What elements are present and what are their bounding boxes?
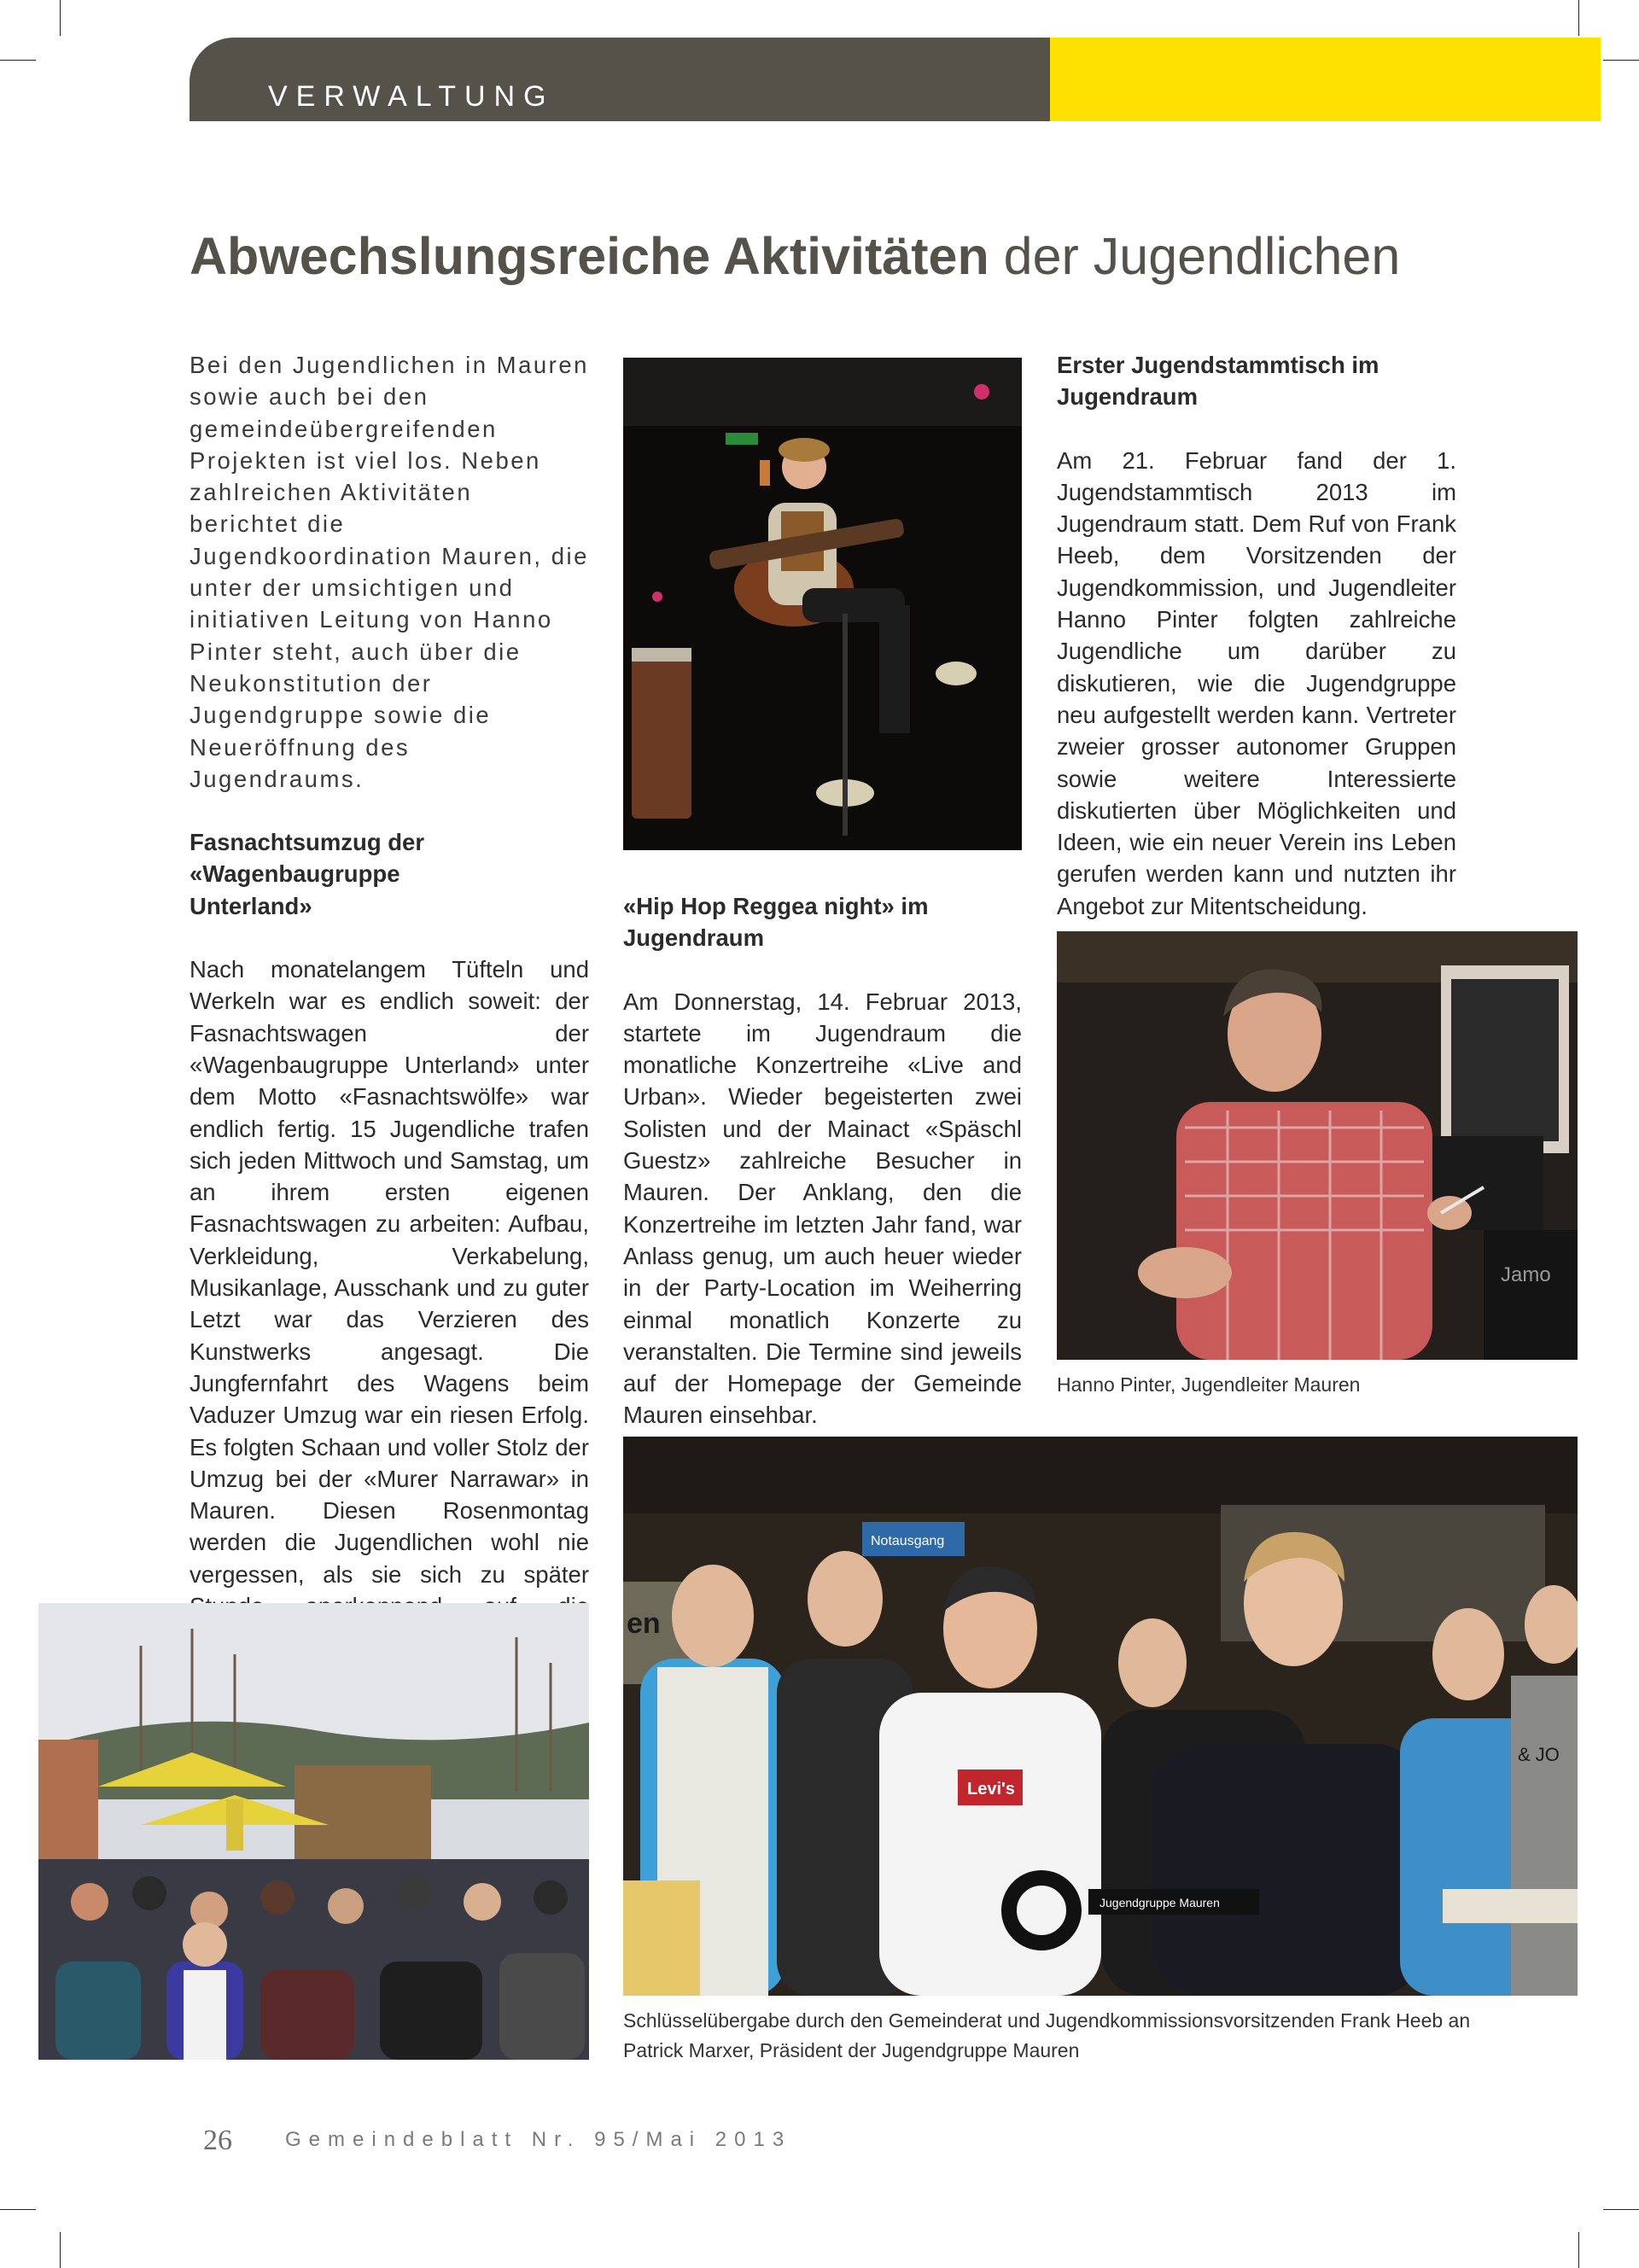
key-label: Jugendgruppe Mauren xyxy=(1099,1896,1220,1909)
intro-text: Bei den Jugendlichen in Mauren sowie auch bei den gemeindeübergreifenden Projekten ist viel los. Neben zahlreichen Aktivitäten berichtet die Jugendkoordination Mauren, die unter der umsichtigen und initiativen Leitung von Hanno Pinter steht, auch über die Neukonstitution der Jugendgruppe sowie die Neueröffnung des Jugendraums. xyxy=(190,352,589,792)
article-title xyxy=(190,226,1400,286)
crop-mark xyxy=(60,0,61,36)
photo-key-handover-group xyxy=(623,1437,1578,1996)
section-heading-fasnacht: Fasnachtsumzug der «Wagenbaugruppe Unterland» xyxy=(190,829,425,919)
crop-mark xyxy=(0,2209,36,2210)
publication-name: Gemeindeblatt Nr. 95/Mai 2013 xyxy=(285,2128,792,2151)
crop-mark xyxy=(60,2232,61,2268)
column-middle xyxy=(623,890,1022,1431)
section-body-fasnacht: Nach monatelangem Tüfteln und Werkeln war es endlich soweit: der Fasnachtswagen der «Wagenbaugruppe Unterland» unter dem Motto «Fasnachtswölfe» war endlich fertig. 15 Jugendliche trafen sich jeden Mittwoch und Samstag, um an ihrem ersten eigenen Fasnachtswagen zu arbeiten: Aufbau, Verkleidung, Verkabelung, Musikanlage, Ausschank und zu guter Letzt war das Verzieren des Kunstwerks angesagt. Die Jungfernfahrt des Wagens beim Vaduzer Umzug war ein riesen Erfolg. Es folgten Schaan und voller Stolz der Umzug bei der «Murer Narrawar» in Mauren. Diesen Rosenmontag werden die Jugendlichen wohl nie vergessen, als sie sich zu später xyxy=(190,956,589,1588)
section-heading-stammtisch: Erster Jugendstammtisch im Jugendraum xyxy=(1057,352,1379,411)
crop-mark xyxy=(1603,60,1639,61)
section-heading-hiphop: «Hip Hop Reggea night» im Jugendraum xyxy=(623,893,929,952)
column-left xyxy=(190,349,589,1686)
crop-mark xyxy=(0,60,36,61)
title-bold: Abwechslungsreiche Aktivitäten xyxy=(190,227,989,285)
exit-sign-text: Notausgang xyxy=(871,1534,945,1548)
speaker-brand: Jamo xyxy=(1501,1263,1551,1286)
wall-sign-text: en xyxy=(627,1607,661,1640)
photo-hanno-pinter xyxy=(1057,931,1578,1360)
crop-mark xyxy=(1578,0,1579,36)
crop-mark xyxy=(1578,2232,1579,2268)
shirt-text-right: & JO xyxy=(1518,1744,1560,1765)
page-number: 26 xyxy=(203,2125,232,2156)
column-right xyxy=(1057,349,1456,922)
section-body-hiphop: Am Donnerstag, 14. Februar 2013, startete im Jugendraum die monatliche Konzertreihe «Live and Urban». Wieder begeisterten zwei Solisten und der Mainact «Späschl Guestz» zahlreiche Besucher in Mauren. Der Anklang, den die Konzertreihe im letzten Jahr fand, war Anlass genug, um auch heuer wieder in der Party-Location im Weiherring einmal monatlich Konzerte zu veranstalten. Die Termine sind jeweils auf der Homepage der Gemeinde Mauren einsehbar. xyxy=(623,988,1022,1429)
crop-mark xyxy=(1603,2209,1639,2210)
caption-key-handover: Schlüsselübergabe durch den Gemeinderat und Jugendkommissionsvorsitzenden Frank Heeb an Patrick Marxer, Präsident der Jugendgruppe Mauren xyxy=(623,2009,1471,2061)
section-label: VERWALTUNG xyxy=(268,80,555,113)
page-footer xyxy=(203,2125,791,2157)
title-light: der Jugendlichen xyxy=(989,227,1401,285)
section-header-bar xyxy=(190,38,1050,121)
caption-pinter: Hanno Pinter, Jugendleiter Mauren xyxy=(1057,1373,1361,1396)
photo-carnival-parade xyxy=(38,1603,589,2060)
shirt-brand: Levi's xyxy=(967,1780,1015,1799)
section-body-stammtisch: Am 21. Februar fand der 1. Jugendstammtisch 2013 im Jugendraum statt. Dem Ruf von Frank Heeb, dem Vorsitzenden der Jugendkommission, und Jugendleiter Hanno Pinter folgten zahlreiche Jugendliche um darüber zu diskutieren, wie die Jugendgruppe neu aufgestellt werden kann. Vertreter zweier grosser autonomer Gruppen sowie weitere Interessierte diskutierten über Möglichkeiten und Ideen, wie ein neuer Verein ins Leben gerufen werden kann und nutzten ihr Angebot zur Mitentscheidung. xyxy=(1057,446,1456,919)
photo-concert-guitarist xyxy=(623,358,1022,850)
header-accent-bar xyxy=(1050,38,1601,121)
